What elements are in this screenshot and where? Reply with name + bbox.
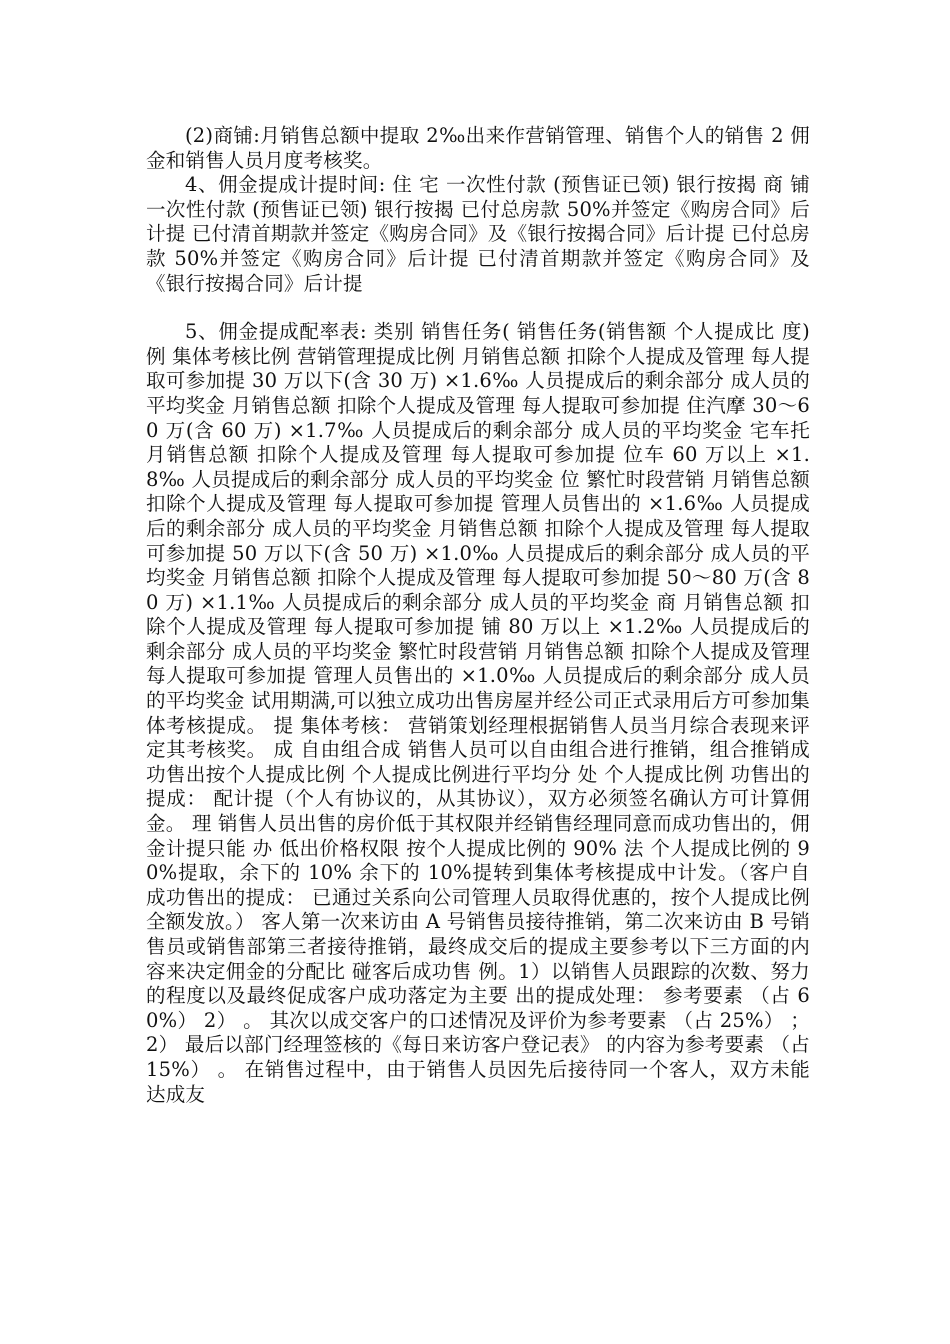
- document-body: [146, 124, 810, 1107]
- paragraph-commission-timing: 4、佣金提成计提时间: 住 宅 一次性付款 (预售证已领) 银行按揭 商 铺 一次性付款 (预售证已领) 银行按揭 已付总房款 50%并签定《购房合同》后计提 已付清首期款并签定《购房合同》及《银行按揭合同》后计提 已付总房款 50%并签定《购房合同》后计提 已付清首期款并签定《购房合同》及《银行按揭合同》后计提: [146, 173, 810, 295]
- paragraph-commission-rate-table: 5、佣金提成配率表: 类别 销售任务( 销售任务(销售额 个人提成比 度) 例 集体考核比例 营销管理提成比例 月销售总额 扣除个人提成及管理 每人提取可参加提 30 万以下(含 30 万) ×1.6‰ 人员提成后的剩余部分 成人员的平均奖金 月销售总额 扣除个人提成及管理 每人提取可参加提 住汽摩 30～60 万(含 60 万) ×1.7‰ 人员提成后的剩余部分 成人员的平均奖金 宅车托 月销售总额 扣除个人提成及管理 每人提取可参加提 位车 60 万以上 ×1.8‰ 人员提成后的剩余部分 成人员的平均奖金 位 繁忙时段营销 月销售总额 扣除个人提成及管理 每人提取可参加提 管理人员售出的 ×1.6‰ 人员提成后的剩余部分 成人员的平均奖金 月销售总额 扣除个人提成及管理 每人提取可参加提 50 万以下(含 50 万) ×1.0‰ 人员提成后的剩余部分 成人员的平均奖金 月销售总额 扣除个人提成及管理 每人提取可参加提 50～80 万(含 80 万) ×1.1‰ 人员提成后的剩余部分 成人员的平均奖金 商 月销售总额 扣除个人提成及管理 每人提取可参加提 铺 80 万以上 ×1.2‰ 人员提成后的剩余部分 成人员的平均奖金 繁忙时段营销 月销售总额 扣除个人提成及管理 每人提取可参加提 管理人员售出的 ×1.0‰ 人员提成后的剩余部分 成人员的平均奖金 试用期满,可以独立成功出售房屋并经公司正式录用后方可参加集体考核提成。 提 集体考核： 营销策划经理根据销售人员当月综合表现来评定其考核奖。 成 自由组合成 销售人员可以自由组合进行推销，组合推销成功售出按个人提成比例 个人提成比例进行平均分 处 个人提成比例 功售出的提成： 配计提（个人有协议的，从其协议），双方必须签名确认方可计算佣金。 理 销售人员出售的房价低于其权限并经销售经理同意而成功售出的，佣金计提只能 办 低出价格权限 按个人提成比例的 90% 法 个人提成比例的 90%提取，余下的 10% 余下的 10%提转到集体考核提成中计发。（客户自 成功售出的提成： 已通过关系向公司管理人员取得优惠的，按个人提成比例全额发放。） 客人第一次来访由 A 号销售员接待推销，第二次来访由 B 号销售员或销售部第三者接待推销，最终成交后的提成主要参考以下三方面的内容来决定佣金的分配比 碰客后成功售 例。1）以销售人员跟踪的次数、努力的程度以及最终促成客户成功落定为主要 出的提成处理： 参考要素 （占 60%） 2） 。 其次以成交客户的口述情况及评价为参考要素 （占 25%） ； 2） 最后以部门经理签核的《每日来访客户登记表》 的内容为参考要素 （占 15%） 。 在销售过程中，由于销售人员因先后接待同一个客人，双方未能达成友: [146, 320, 810, 1106]
- paragraph-shop-commission: (2)商铺:月销售总额中提取 2‰出来作营销管理、销售个人的销售 2 佣金和销售人员月度考核奖。: [146, 124, 810, 172]
